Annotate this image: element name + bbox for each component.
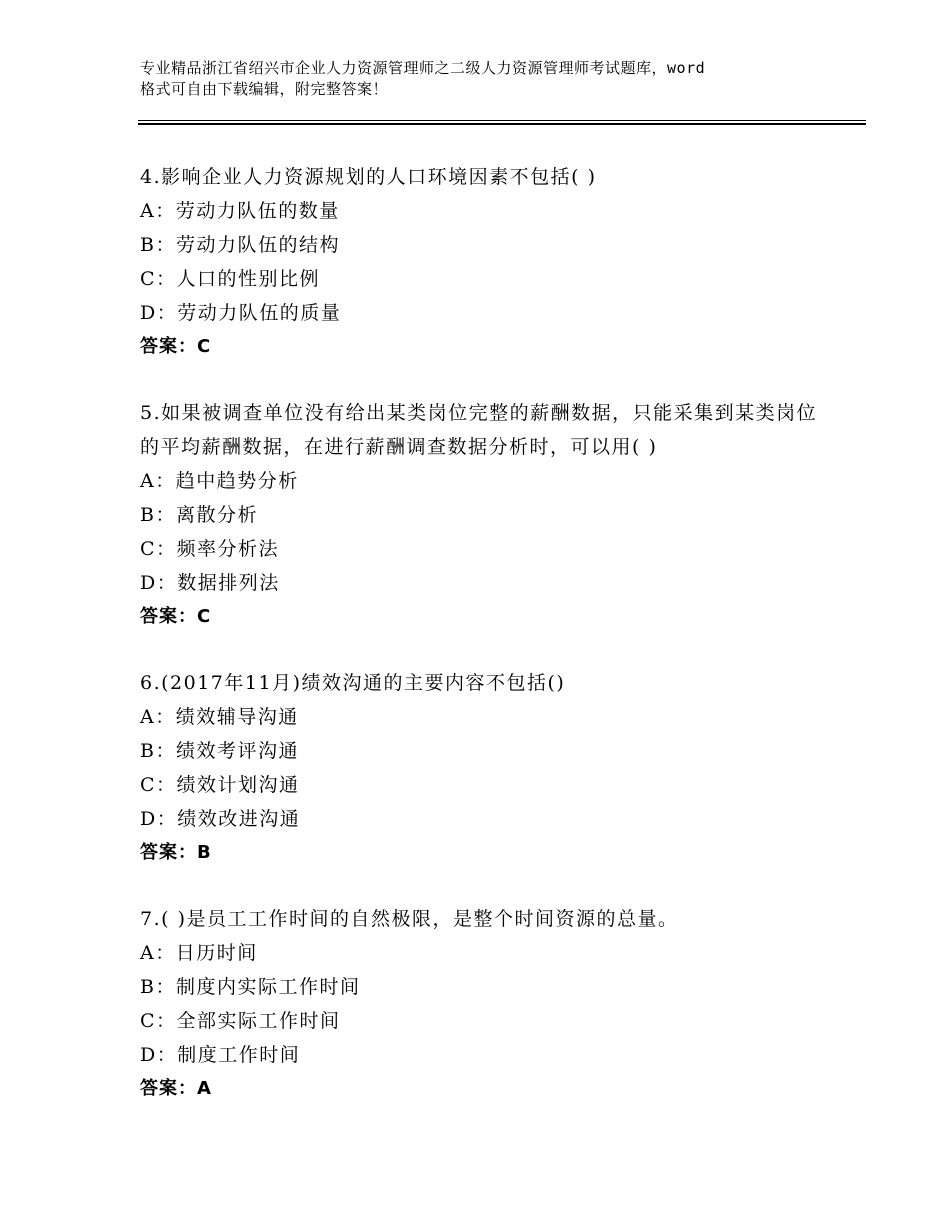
option-b: B：绩效考评沟通 [140,740,299,762]
option-d: D：数据排列法 [140,572,280,594]
option-b: B：离散分析 [140,504,258,526]
question-5 [140,396,830,634]
header-rule [138,120,866,121]
option-a: A：日历时间 [140,942,258,964]
question-stem: 5.如果被调查单位没有给出某类岗位完整的薪酬数据，只能采集到某类岗位的平均薪酬数据，在进行薪酬调查数据分析时，可以用( ) [140,402,818,458]
option-a: A：劳动力队伍的数量 [140,200,340,222]
question-6 [140,666,830,870]
header-rule-thick [138,123,866,125]
option-a: A：绩效辅导沟通 [140,706,299,728]
option-c: C：全部实际工作时间 [140,1010,341,1032]
question-7 [140,902,830,1106]
option-d: D：劳动力队伍的质量 [140,302,342,324]
header-line-2: 格式可自由下载编辑，附完整答案！ [140,80,389,98]
question-list [140,160,830,1138]
question-stem: 6.(2017年11月)绩效沟通的主要内容不包括() [140,672,566,694]
option-a: A：趋中趋势分析 [140,470,299,492]
option-b: B：制度内实际工作时间 [140,976,361,998]
document-header [140,58,840,100]
answer-line: 答案：A [140,1078,212,1099]
option-c: C：绩效计划沟通 [140,774,300,796]
answer-line: 答案：B [140,842,212,863]
option-d: D：制度工作时间 [140,1044,301,1066]
question-4 [140,160,830,364]
option-b: B：劳动力队伍的结构 [140,234,340,256]
option-d: D：绩效改进沟通 [140,808,301,830]
question-stem: 4.影响企业人力资源规划的人口环境因素不包括( ) [140,166,597,188]
answer-line: 答案：C [140,336,212,357]
question-stem: 7.( )是员工工作时间的自然极限，是整个时间资源的总量。 [140,908,679,930]
option-c: C：人口的性别比例 [140,268,321,290]
option-c: C：频率分析法 [140,538,280,560]
header-line-1: 专业精品浙江省绍兴市企业人力资源管理师之二级人力资源管理师考试题库，word [140,59,706,77]
answer-line: 答案：C [140,606,212,627]
